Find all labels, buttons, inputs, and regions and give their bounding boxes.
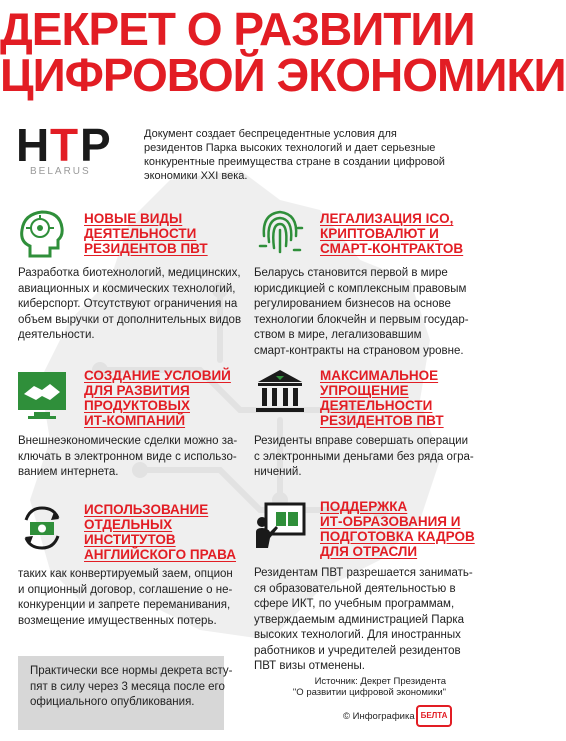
section-4-body	[254, 434, 474, 481]
section-1-body-line-5: деятельности.	[18, 329, 95, 341]
section-6-body-line-4: утверждаемым администрацией Парка	[254, 613, 465, 626]
section-3-heading-line-1: СОЗДАНИЕ УСЛОВИЙ	[84, 368, 231, 383]
note-line-2: пят в силу через 3 месяца после его	[30, 680, 225, 693]
title-line-1: ДЕКРЕТ О РАЗВИТИИ	[0, 3, 475, 55]
section-5-body-line-3: конкуренции и запрете переманивания,	[18, 599, 231, 611]
intro-text: Документ создает беспрецедентные условия для резидентов Парка высоких технологий и дает серьезные конкурентные преимущества стране в создании цифровой экономики XXI века.	[144, 128, 445, 182]
section-3-body-line-2: ключать в электронном виде с использо-	[18, 450, 237, 463]
section-5-heading-line-3: ИНСТИТУТОВ	[84, 532, 176, 547]
section-2-heading-line-1: ЛЕГАЛИЗАЦИЯ ICO,	[320, 211, 454, 226]
section-1-body-line-2: авиационных и космических технологий,	[18, 282, 236, 295]
section-3-heading-line-3: ПРОДУКТОВЫХ	[84, 398, 190, 413]
bank-icon	[254, 366, 306, 418]
section-5-heading	[84, 502, 236, 562]
money-exchange-icon	[16, 502, 68, 554]
section-5-body-line-1: таких как конвертируемый заем, опцион	[18, 568, 233, 580]
source-line-2: "О развитии цифровой экономики"	[292, 687, 446, 698]
section-1-body	[18, 266, 241, 344]
section-6-body-line-7: ПВТ визы отменены.	[254, 660, 365, 672]
section-1-heading-line-2: ДЕЯТЕЛЬНОСТИ	[84, 226, 197, 241]
section-1-heading	[84, 211, 208, 256]
section-3-heading	[84, 368, 231, 428]
infographic-credit: © Инфографика	[343, 711, 415, 722]
logo-letter-h: Н	[16, 119, 50, 171]
section-2-heading-line-2: КРИПТОВАЛЮТ И	[320, 226, 439, 241]
belta-logo: БЕЛТА	[416, 705, 452, 727]
fingerprint-icon	[254, 206, 306, 258]
section-1-body-line-1: Разработка биотехнологий, медицинских,	[18, 267, 241, 279]
section-4-heading	[320, 368, 444, 428]
section-6-body	[254, 566, 473, 675]
section-2-body-line-1: Беларусь становится первой в мире	[254, 267, 448, 279]
section-6-heading-line-3: ПОДГОТОВКА КАДРОВ	[320, 529, 475, 544]
source-citation	[293, 676, 446, 698]
handshake-icon	[16, 370, 68, 422]
section-5-heading-line-1: ИСПОЛЬЗОВАНИЕ	[84, 502, 209, 517]
section-2-body	[254, 266, 469, 359]
section-6-heading	[320, 499, 475, 559]
page-title	[0, 3, 566, 101]
htp-logo	[16, 119, 126, 180]
section-6-body-line-5: высоких технологий. Для иностранных	[254, 629, 461, 641]
brain-head-icon	[16, 208, 68, 260]
section-6-body-line-3: сфере ИКТ, по учебным программам,	[254, 598, 455, 610]
section-2-body-line-5: ством в мире, легализовавшим	[254, 329, 422, 341]
section-6-heading-line-1: ПОДДЕРЖКА	[320, 499, 408, 514]
logo-letter-r: Р	[80, 119, 111, 171]
section-4-heading-line-2: УПРОЩЕНИЕ	[320, 383, 409, 398]
section-3-body	[18, 434, 237, 481]
section-5-heading-line-4: АНГЛИЙСКОГО ПРАВА	[84, 547, 237, 562]
section-6-heading-line-4: ДЛЯ ОТРАСЛИ	[320, 544, 418, 559]
logo-letter-t: Т	[50, 119, 79, 171]
source-line-1: Источник: Декрет Президента	[314, 676, 446, 687]
section-3-body-line-3: ванием интернета.	[18, 466, 119, 478]
section-6-heading-line-2: ИТ-ОБРАЗОВАНИЯ И	[320, 514, 461, 529]
section-1-heading-line-3: РЕЗИДЕНТОВ ПВТ	[84, 241, 208, 256]
section-4-body-line-1: Резиденты вправе совершать операции	[254, 435, 469, 447]
section-2-body-line-4: технологии блокчейн и первым государ-	[254, 313, 469, 326]
section-3-heading-line-4: ИТ-КОМПАНИЙ	[84, 413, 186, 428]
section-6-body-line-6: работников и учредителей резидентов	[254, 644, 461, 657]
section-2-heading	[320, 211, 463, 256]
section-5-heading-line-2: ОТДЕЛЬНЫХ	[84, 517, 173, 532]
effective-date-note	[18, 656, 233, 730]
section-4-heading-line-4: РЕЗИДЕНТОВ ПВТ	[320, 413, 444, 428]
section-2-body-line-6: смарт-контракты на страновом уровне.	[254, 344, 464, 357]
section-2-body-line-2: юрисдикцией с комплексным правовым	[254, 282, 467, 295]
logo-subtitle: BELARUS	[30, 166, 91, 177]
section-1-heading-line-1: НОВЫЕ ВИДЫ	[84, 211, 183, 226]
section-2-body-line-3: регулированием бизнесов на основе	[254, 298, 451, 310]
note-line-3: официального опубликования.	[30, 696, 195, 708]
section-6-body-line-2: ся образовательной деятельностью в	[254, 582, 456, 595]
teacher-board-icon	[254, 500, 306, 552]
section-4-heading-line-1: МАКСИМАЛЬНОЕ	[320, 368, 439, 383]
section-5-body-line-2: и опционный договор, соглашение о не-	[18, 583, 233, 596]
title-line-2: ЦИФРОВОЙ ЭКОНОМИКИ	[0, 49, 566, 101]
note-line-1: Практически все нормы декрета всту-	[30, 665, 233, 677]
section-3-heading-line-2: ДЛЯ РАЗВИТИЯ	[84, 383, 190, 398]
section-2-heading-line-3: СМАРТ-КОНТРАКТОВ	[320, 241, 464, 256]
section-4-body-line-3: ничений.	[254, 466, 302, 478]
section-5-body	[18, 567, 233, 629]
section-3-body-line-1: Внешнеэкономические сделки можно за-	[18, 435, 238, 447]
section-4-body-line-2: с электронными деньгами без ряда огра-	[254, 450, 474, 463]
section-1-body-line-4: объем выручки от дополнительных видов	[18, 313, 242, 326]
section-6-body-line-1: Резидентам ПВТ разрешается занимать-	[254, 567, 473, 579]
section-1-body-line-3: киберспорт. Отсутствуют ограничения на	[18, 298, 238, 310]
section-4-heading-line-3: ДЕЯТЕЛЬНОСТИ	[320, 398, 433, 413]
section-5-body-line-4: возмещение имущественных потерь.	[18, 614, 217, 627]
